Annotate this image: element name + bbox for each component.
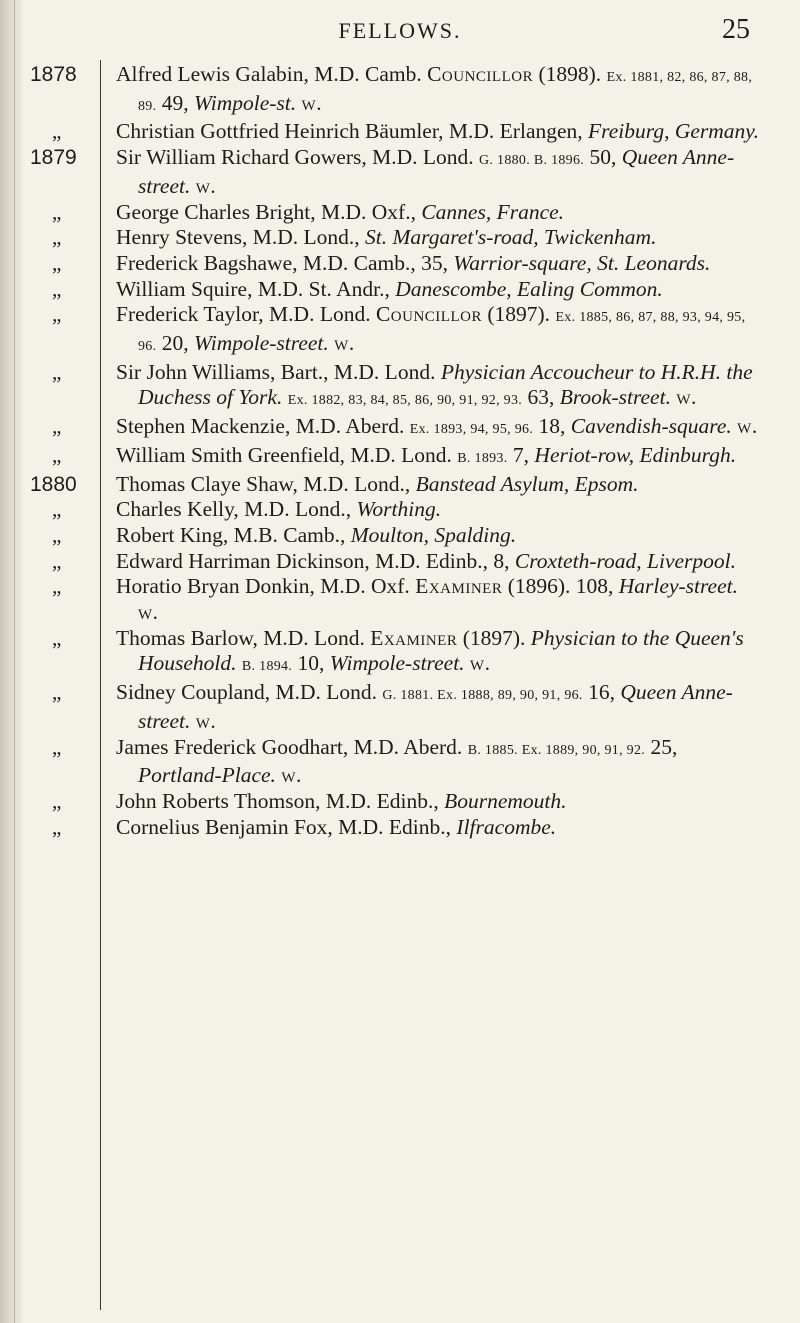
office-title: Councillor — [375, 302, 482, 327]
entry-text — [116, 277, 762, 303]
address-place: Bournemouth. — [444, 788, 567, 813]
list-item — [0, 200, 800, 226]
exam-record: Ex. 1885, 86, 87, 88, 93, 94, 95, 96. — [138, 310, 746, 355]
fellow-name: William Smith Greenfield, M.D. Lond. — [116, 442, 452, 467]
office-title: Councillor — [427, 62, 534, 86]
address-number: 18, — [538, 414, 566, 439]
fellow-name: George Charles Bright, M.D. Oxf., — [116, 199, 416, 224]
fellow-name: James Frederick Goodhart, M.D. Aberd. — [116, 734, 463, 759]
address-number: 7, — [512, 442, 530, 467]
entry-text — [116, 497, 762, 523]
list-item — [0, 277, 800, 303]
office-years: (1897). — [462, 625, 526, 650]
election-year: 1878 — [30, 63, 77, 86]
exam-record: G. 1880. B. 1896. — [479, 153, 585, 169]
ditto-mark: „ — [52, 302, 62, 327]
address-street: Wimpole-street. — [329, 651, 465, 676]
exam-record: B. 1893. — [457, 450, 508, 466]
postal-district: w. — [737, 414, 758, 439]
list-item — [0, 815, 800, 841]
list-item — [0, 119, 800, 145]
entry-text — [116, 523, 762, 549]
list-item — [0, 414, 800, 443]
address-street: Queen Anne-street. — [138, 680, 733, 733]
fellow-name: Charles Kelly, M.D. Lond., — [116, 497, 352, 522]
exam-record: B. 1894. — [241, 659, 293, 675]
page-header — [0, 14, 800, 54]
postal-district: w. — [334, 331, 355, 356]
entry-text — [116, 62, 762, 119]
list-item — [0, 62, 800, 119]
ditto-mark: „ — [52, 199, 62, 224]
entry-text — [116, 815, 762, 841]
ditto-mark: „ — [52, 814, 62, 839]
postal-district: w. — [138, 600, 159, 625]
entry-text — [116, 360, 762, 414]
exam-record: B. 1885. Ex. 1889, 90, 91, 92. — [467, 742, 646, 758]
fellow-name: Edward Harriman Dickinson, M.D. Edinb., 8, — [116, 548, 510, 573]
fellow-name: John Roberts Thomson, M.D. Edinb., — [116, 788, 439, 813]
running-head: FELLOWS. — [338, 18, 462, 43]
list-item — [0, 549, 800, 575]
entry-text — [116, 549, 762, 575]
address-number: 10, — [297, 651, 325, 676]
address-number: 25, — [650, 734, 678, 759]
fellow-name: Frederick Bagshawe, M.D. Camb., 35, — [116, 250, 448, 275]
fellow-name: Alfred Lewis Galabin, M.D. Camb. — [116, 62, 422, 86]
exam-record: Ex. 1882, 83, 84, 85, 86, 90, 91, 92, 93. — [287, 393, 523, 409]
exam-record: Ex. 1893, 94, 95, 96. — [409, 422, 534, 438]
address-place: Danescombe, Ealing Common. — [395, 276, 663, 301]
page-number: 25 — [722, 14, 750, 45]
entry-text — [116, 225, 762, 251]
address-number: 50, — [589, 145, 617, 170]
ditto-mark: „ — [52, 734, 62, 759]
fellow-name: William Squire, M.D. St. Andr., — [116, 276, 390, 301]
appointment: Physician to the Queen's Household. — [138, 625, 744, 676]
address-number: 20, — [161, 331, 189, 356]
fellow-name: Robert King, M.B. Camb., — [116, 522, 346, 547]
postal-district: w. — [301, 90, 323, 115]
postal-district: w. — [195, 173, 217, 198]
list-item — [0, 789, 800, 815]
office-years: (1898). — [538, 62, 602, 86]
address-street: Portland-Place. — [138, 763, 276, 788]
postal-district: w. — [195, 708, 217, 733]
address-street: Cavendish-square. — [570, 414, 732, 439]
list-item — [0, 472, 800, 498]
ditto-mark: „ — [52, 225, 62, 250]
ditto-mark: „ — [52, 788, 62, 813]
ditto-mark: „ — [52, 119, 62, 144]
election-year: 1880 — [30, 472, 77, 496]
list-item — [0, 225, 800, 251]
list-item — [0, 497, 800, 523]
fellow-name: Christian Gottfried Heinrich Bäumler, M.D. Erlangen, — [116, 119, 583, 144]
address-street: Wimpole-st. — [194, 90, 297, 115]
list-item — [0, 145, 800, 199]
list-item — [0, 251, 800, 277]
fellows-list — [0, 62, 800, 840]
office-title: Examiner — [415, 574, 503, 599]
address-place: St. Margaret's-road, Twickenham. — [365, 225, 657, 250]
entry-text — [116, 626, 762, 680]
ditto-mark: „ — [52, 548, 62, 573]
exam-record: G. 1881. Ex. 1888, 89, 90, 91, 96. — [382, 688, 583, 704]
address-street: Heriot-row, Edinburgh. — [534, 442, 737, 467]
ditto-mark: „ — [52, 250, 62, 275]
entry-text — [116, 251, 762, 277]
address-street: Queen Anne-street. — [138, 145, 735, 198]
fellow-name: Henry Stevens, M.D. Lond., — [116, 225, 360, 250]
ditto-mark: „ — [52, 359, 62, 384]
address-place: Banstead Asylum, Epsom. — [415, 471, 639, 496]
list-item — [0, 523, 800, 549]
address-place: Worthing. — [356, 497, 442, 522]
address-number: 108, — [575, 574, 614, 599]
address-street: Brook-street. — [559, 385, 671, 410]
ditto-mark: „ — [52, 574, 62, 599]
fellow-name: Thomas Barlow, M.D. Lond. — [116, 625, 365, 650]
fellow-name: Frederick Taylor, M.D. Lond. — [116, 302, 371, 327]
list-item — [0, 443, 800, 472]
entry-text — [116, 443, 762, 472]
ditto-mark: „ — [52, 497, 62, 522]
ditto-mark: „ — [52, 680, 62, 705]
ditto-mark: „ — [52, 522, 62, 547]
list-item — [0, 574, 800, 625]
postal-district: w. — [676, 385, 697, 410]
address-number: 49, — [161, 90, 189, 115]
fellow-name: Sir John Williams, Bart., M.D. Lond. — [116, 359, 436, 384]
office-title: Examiner — [370, 625, 458, 650]
postal-district: w. — [281, 763, 302, 788]
address-number: 63, — [527, 385, 555, 410]
entry-text — [116, 735, 762, 789]
postal-district: w. — [469, 651, 491, 676]
fellow-name: Sidney Coupland, M.D. Lond. — [116, 680, 377, 705]
entry-text — [116, 680, 762, 734]
address-place: Ilfracombe. — [456, 814, 557, 839]
address-place: Freiburg, Germany. — [588, 119, 760, 144]
ditto-mark: „ — [52, 442, 62, 467]
list-item — [0, 626, 800, 680]
address-number: 16, — [588, 680, 615, 705]
list-item — [0, 360, 800, 414]
entry-text — [116, 472, 762, 498]
fellow-name: Stephen Mackenzie, M.D. Aberd. — [116, 414, 405, 439]
fellow-name: Thomas Claye Shaw, M.D. Lond., — [116, 471, 411, 496]
address-street: Wimpole-street. — [194, 331, 329, 356]
fellow-name: Horatio Bryan Donkin, M.D. Oxf. — [116, 574, 410, 599]
entry-text — [116, 200, 762, 226]
office-years: (1897). — [487, 302, 551, 327]
address-place: Cannes, France. — [421, 199, 565, 224]
entry-text — [116, 789, 762, 815]
appointment: Physician Accoucheur to H.R.H. the Duchess of York. — [138, 359, 753, 410]
entry-text — [116, 145, 762, 199]
office-years: (1896). — [507, 574, 571, 599]
ditto-mark: „ — [52, 414, 62, 439]
address-street: Harley-street. — [618, 574, 738, 599]
ditto-mark: „ — [52, 276, 62, 301]
address-place: Warrior-square, St. Leonards. — [453, 250, 711, 275]
election-year: 1879 — [30, 146, 77, 170]
ditto-mark: „ — [52, 625, 62, 650]
entry-text — [116, 119, 762, 145]
exam-record: Ex. 1881, 82, 86, 87, 88, 89. — [138, 70, 753, 114]
list-item — [0, 735, 800, 789]
fellow-name: Cornelius Benjamin Fox, M.D. Edinb., — [116, 814, 452, 839]
fellow-name: Sir William Richard Gowers, M.D. Lond. — [116, 145, 474, 170]
entry-text — [116, 302, 762, 359]
entry-text — [116, 414, 762, 443]
address-place: Croxteth-road, Liverpool. — [514, 548, 737, 573]
entry-text — [116, 574, 762, 625]
list-item — [0, 302, 800, 359]
address-place: Moulton, Spalding. — [350, 522, 517, 547]
list-item — [0, 680, 800, 734]
